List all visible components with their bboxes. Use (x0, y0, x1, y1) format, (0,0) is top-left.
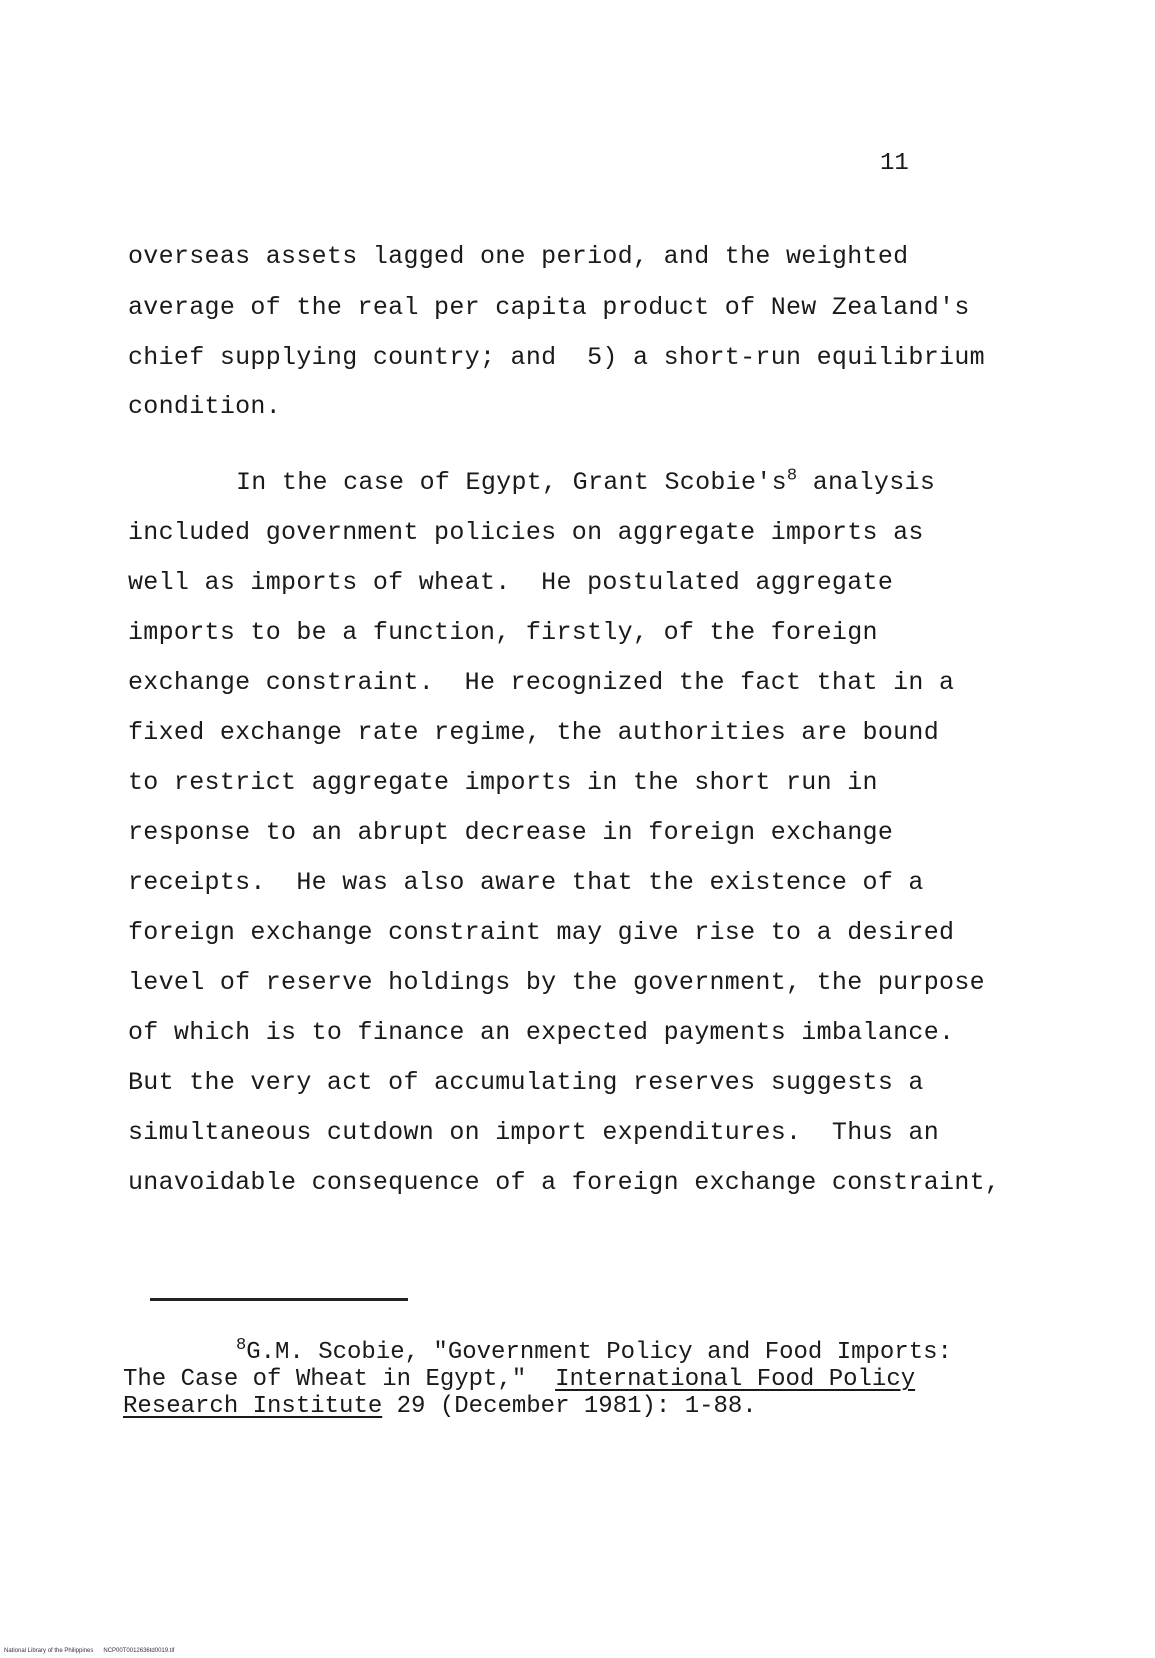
footnote-reference: 8 (786, 466, 798, 486)
body-line: exchange constraint. He recognized the fact that in a (128, 668, 955, 697)
body-text: analysis (797, 468, 936, 497)
footnote-marker: 8 (236, 1336, 247, 1355)
footnote-rule (150, 1298, 408, 1301)
body-line: simultaneous cutdown on import expenditures. Thus an (128, 1118, 940, 1147)
body-line: average of the real per capita product of New Zealand's (128, 293, 970, 322)
body-line: response to an abrupt decrease in foreign exchange (128, 818, 894, 847)
body-line: unavoidable consequence of a foreign exchange constraint, (128, 1168, 1001, 1197)
body-line: overseas assets lagged one period, and the weighted (128, 242, 909, 271)
footnote-text: The Case of Wheat in Egypt," (123, 1366, 556, 1393)
body-line: fixed exchange rate regime, the authorities are bound (128, 718, 940, 747)
footnote-source-title: International Food Policy (555, 1366, 916, 1393)
body-line: to restrict aggregate imports in the short run in (128, 768, 878, 797)
body-line: chief supplying country; and 5) a short-run equilibrium (128, 343, 985, 372)
body-line: But the very act of accumulating reserves suggests a (128, 1068, 924, 1097)
body-line: receipts. He was also aware that the existence of a (128, 868, 924, 897)
footnote-text: G.M. Scobie, "Government Policy and Food Imports: (246, 1339, 952, 1366)
footnote-text: 29 (December 1981): 1-88. (382, 1393, 757, 1420)
scan-stamp: National Library of the Philippines NCP00T0012636td0019.tif (4, 1648, 175, 1654)
body-line: imports to be a function, firstly, of the foreign (128, 618, 878, 647)
body-line-first (236, 468, 935, 497)
body-line: condition. (128, 392, 282, 421)
body-line: level of reserve holdings by the government, the purpose (128, 968, 985, 997)
body-line: of which is to finance an expected payments imbalance. (128, 1018, 955, 1047)
body-text: In the case of Egypt, Grant Scobie's (236, 468, 787, 497)
footnote-line (236, 1336, 952, 1366)
footnote-line (123, 1394, 757, 1420)
body-line: included government policies on aggregate imports as (128, 518, 924, 547)
footnote-source-title: Research Institute (123, 1393, 383, 1420)
page-number: 11 (880, 150, 909, 177)
footnote-line (123, 1367, 915, 1393)
body-line: foreign exchange constraint may give rise to a desired (128, 918, 955, 947)
body-line: well as imports of wheat. He postulated aggregate (128, 568, 894, 597)
